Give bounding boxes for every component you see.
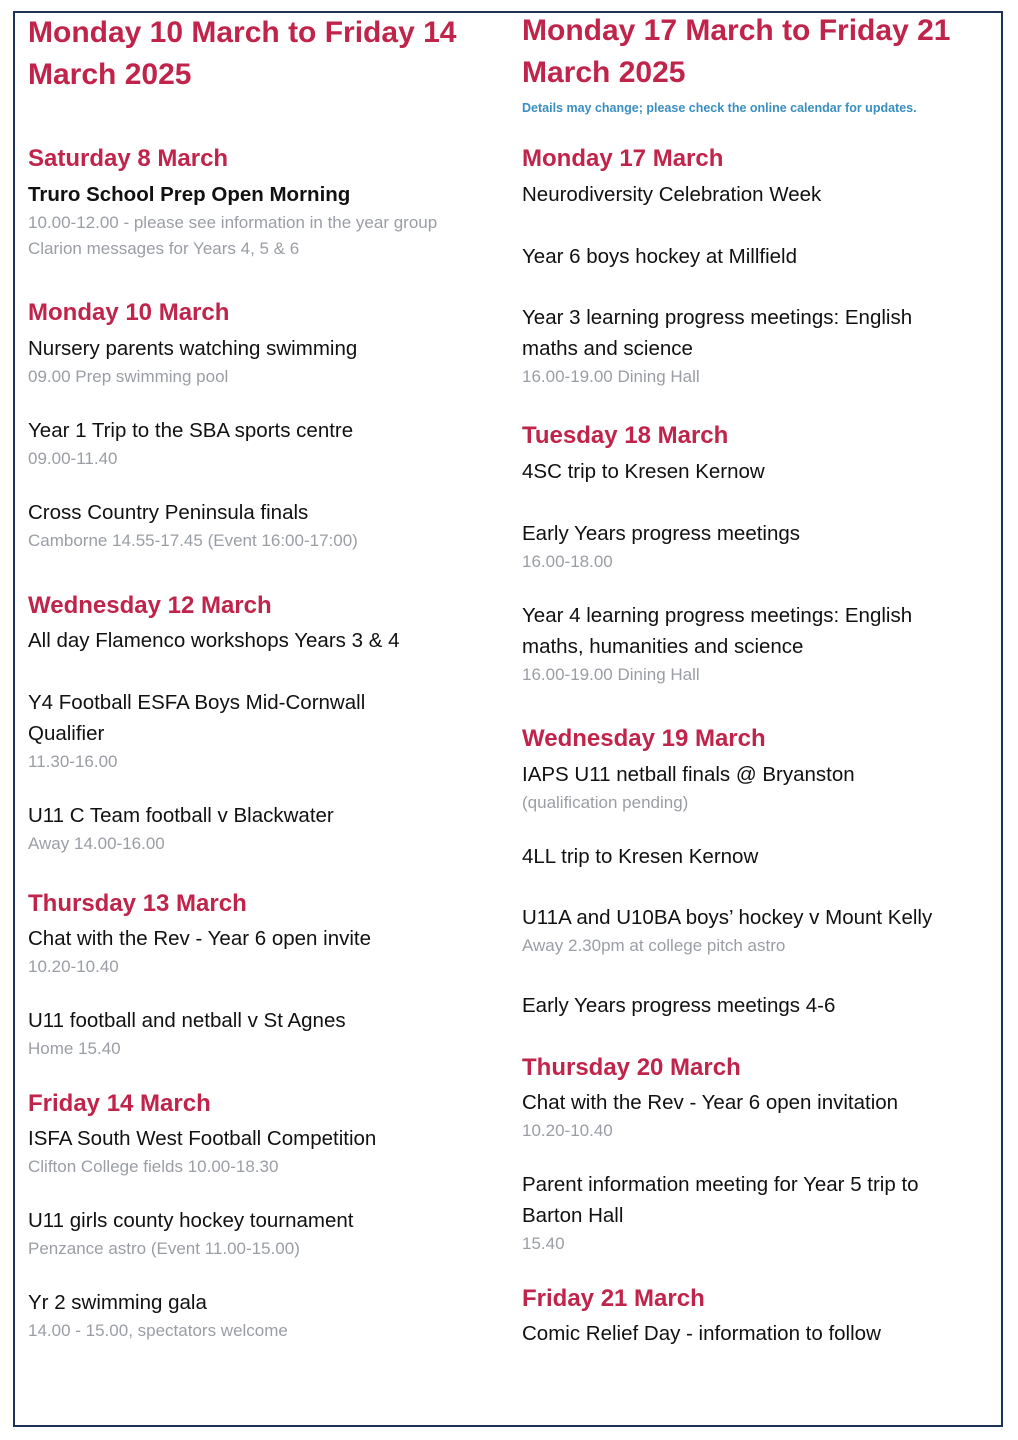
day-heading: Tuesday 18 March: [522, 422, 729, 449]
event-detail: 16.00-19.00 Dining Hall: [522, 367, 700, 386]
event-title: Yr 2 swimming gala: [28, 1291, 207, 1314]
event-item: [522, 518, 992, 575]
event-item: [522, 759, 992, 816]
event-detail: 16.00-18.00: [522, 552, 613, 571]
event-title: Neurodiversity Celebration Week: [522, 183, 822, 206]
event-item: [522, 302, 992, 390]
event-item: [522, 1087, 992, 1144]
event-item: [28, 923, 498, 980]
event-item: [28, 1287, 498, 1344]
event-title: Truro School Prep Open Morning: [28, 183, 351, 206]
event-title: Early Years progress meetings 4-6: [522, 994, 836, 1017]
event-detail: 14.00 - 15.00, spectators welcome: [28, 1321, 288, 1340]
week-title: Monday 10 March to Friday 14 March 2025: [28, 16, 457, 91]
week-title: Monday 17 March to Friday 21 March 2025: [522, 14, 951, 89]
event-detail: 15.40: [522, 1234, 565, 1253]
day-heading: Monday 10 March: [28, 299, 230, 326]
event-detail: 10.20-10.40: [522, 1121, 613, 1140]
event-detail: 16.00-19.00 Dining Hall: [522, 665, 700, 684]
event-title: All day Flamenco workshops Years 3 & 4: [28, 629, 400, 652]
event-detail: Penzance astro (Event 11.00-15.00): [28, 1239, 300, 1258]
event-item: [28, 497, 498, 554]
event-title: Chat with the Rev - Year 6 open invite: [28, 927, 372, 950]
event-detail: Home 15.40: [28, 1039, 121, 1058]
day-heading: Saturday 8 March: [28, 145, 229, 172]
event-item: [522, 1318, 992, 1349]
event-title: U11 girls county hockey tournament: [28, 1209, 354, 1232]
event-item: [522, 841, 992, 872]
disclaimer-note: Details may change; please check the online calendar for updates.: [522, 101, 917, 115]
event-item: [28, 333, 498, 390]
event-detail: 09.00 Prep swimming pool: [28, 367, 229, 386]
event-title: Parent information meeting for Year 5 trip to Barton Hall: [522, 1173, 919, 1227]
event-title: U11 C Team football v Blackwater: [28, 804, 334, 827]
event-detail: 10.20-10.40: [28, 957, 119, 976]
event-item: [28, 415, 498, 472]
event-item: [522, 600, 992, 688]
event-title: Year 6 boys hockey at Millfield: [522, 245, 797, 268]
day-heading: Friday 14 March: [28, 1090, 211, 1117]
event-item: [522, 1169, 992, 1257]
event-title: 4LL trip to Kresen Kernow: [522, 845, 759, 868]
event-detail: Clifton College fields 10.00-18.30: [28, 1157, 279, 1176]
event-title: Year 3 learning progress meetings: English maths and science: [522, 306, 913, 360]
event-title: IAPS U11 netball finals @ Bryanston: [522, 763, 855, 786]
event-title: Year 1 Trip to the SBA sports centre: [28, 419, 354, 442]
event-detail: Camborne 14.55-17.45 (Event 16:00-17:00): [28, 531, 358, 550]
day-heading: Monday 17 March: [522, 145, 724, 172]
event-title: U11A and U10BA boys’ hockey v Mount Kelly: [522, 906, 933, 929]
day-heading: Wednesday 19 March: [522, 725, 766, 752]
event-detail: 09.00-11.40: [28, 449, 118, 468]
event-item: [28, 687, 498, 775]
day-heading: Friday 21 March: [522, 1285, 705, 1312]
event-item: [28, 1123, 498, 1180]
event-title: Y4 Football ESFA Boys Mid-Cornwall Qualifier: [28, 691, 366, 745]
event-item: [522, 990, 992, 1021]
event-title: Comic Relief Day - information to follow: [522, 1322, 881, 1345]
event-item: [28, 1005, 498, 1062]
day-heading: Wednesday 12 March: [28, 592, 272, 619]
event-detail: (qualification pending): [522, 793, 689, 812]
event-title: Year 4 learning progress meetings: English maths, humanities and science: [522, 604, 913, 658]
event-title: Early Years progress meetings: [522, 522, 801, 545]
event-item: [522, 179, 992, 210]
event-item: [28, 179, 498, 262]
event-detail: Away 2.30pm at college pitch astro: [522, 936, 786, 955]
event-title: U11 football and netball v St Agnes: [28, 1009, 346, 1032]
event-detail: 10.00-12.00 - please see information in the year group Clarion messages for Years 4, 5 & 6: [28, 213, 438, 258]
event-item: [522, 241, 992, 272]
day-heading: Thursday 20 March: [522, 1054, 741, 1081]
event-title: Chat with the Rev - Year 6 open invitation: [522, 1091, 899, 1114]
day-heading: Thursday 13 March: [28, 890, 247, 917]
event-item: [28, 625, 498, 656]
event-item: [522, 456, 992, 487]
event-item: [522, 902, 992, 959]
event-item: [28, 800, 498, 857]
event-detail: Away 14.00-16.00: [28, 834, 165, 853]
event-title: 4SC trip to Kresen Kernow: [522, 460, 765, 483]
event-detail: 11.30-16.00: [28, 752, 118, 771]
event-title: ISFA South West Football Competition: [28, 1127, 377, 1150]
week-column-left: [28, 0, 498, 1340]
event-item: [28, 1205, 498, 1262]
week-column-right: [522, 0, 992, 1345]
event-title: Nursery parents watching swimming: [28, 337, 358, 360]
event-title: Cross Country Peninsula finals: [28, 501, 309, 524]
